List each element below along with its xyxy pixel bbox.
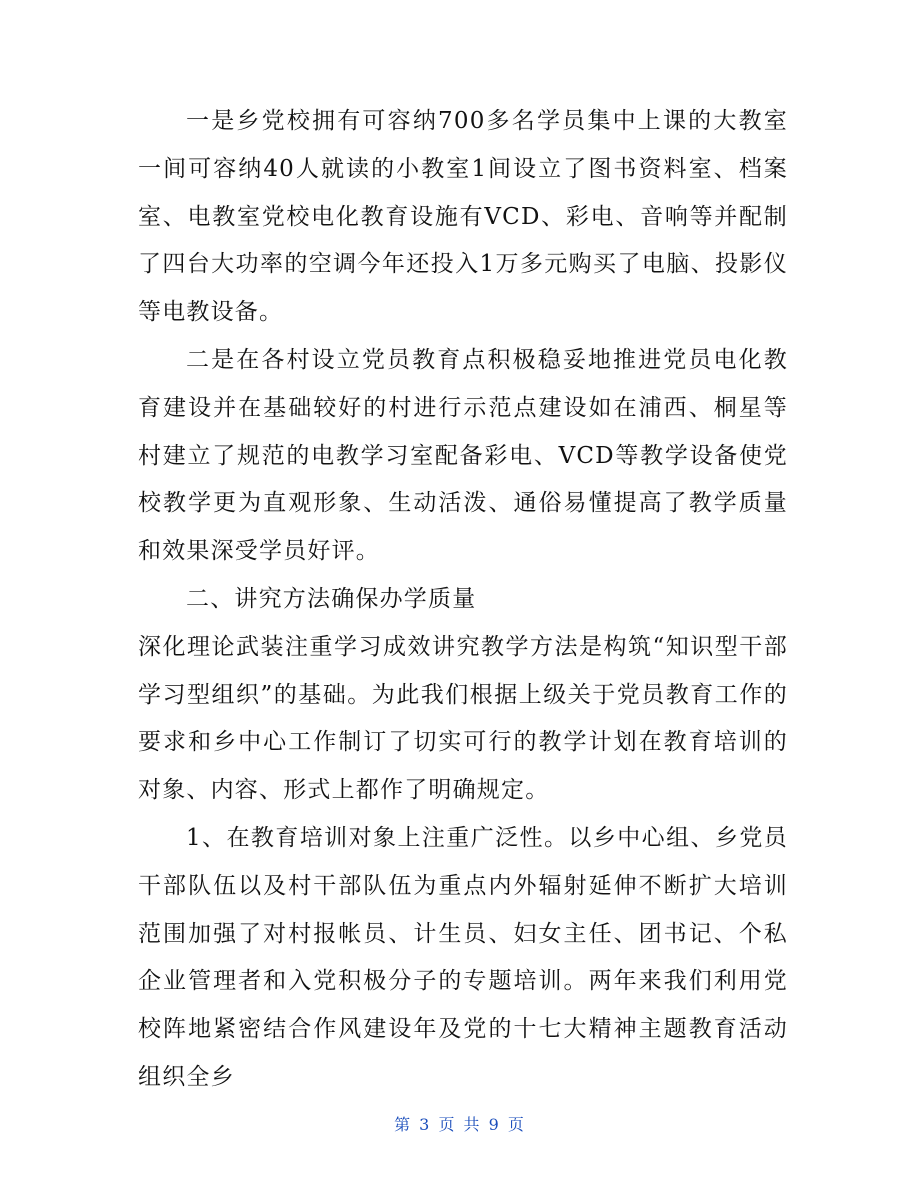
paragraph-village-points: 二是在各村设立党员教育点积极稳妥地推进党员电化教育建设并在基础较好的村进行示范点建设如在浦西、桐星等村建立了规范的电教学习室配备彩电、VCD等教学设备使党校教学更为直观形象、生动活泼、通俗易懂提高了教学质量和效果深受学员好评。 bbox=[138, 346, 788, 565]
page-footer bbox=[0, 1112, 920, 1135]
document-body bbox=[138, 98, 788, 1102]
paragraph-facilities: 一是乡党校拥有可容纳700多名学员集中上课的大教室一间可容纳40人就读的小教室1间设立了图书资料室、档案室、电教室党校电化教育设施有VCD、彩电、音响等并配制了四台大功率的空调今年还投入1万多元购买了电脑、投影仪等电教设备。 bbox=[138, 108, 788, 326]
paragraph-theory: 深化理论武装注重学习成效讲究教学方法是构筑“知识型干部学习型组织”的基础。为此我们根据上级关于党员教育工作的要求和乡中心工作制订了切实可行的教学计划在教育培训的对象、内容、形式上都作了明确规定。 bbox=[138, 633, 788, 804]
paragraph-training-targets: 1、在教育培训对象上注重广泛性。以乡中心组、乡党员干部队伍以及村干部队伍为重点内外辐射延伸不断扩大培训范围加强了对村报帐员、计生员、妇女主任、团书记、个私企业管理者和入党积极分子的专题培训。两年来我们利用党校阵地紧密结合作风建设年及党的十七大精神主题教育活动组织全乡 bbox=[138, 824, 788, 1090]
page-number: 第 3 页 共 9 页 bbox=[394, 1115, 526, 1134]
section-heading: 二、讲究方法确保办学质量 bbox=[186, 585, 477, 612]
